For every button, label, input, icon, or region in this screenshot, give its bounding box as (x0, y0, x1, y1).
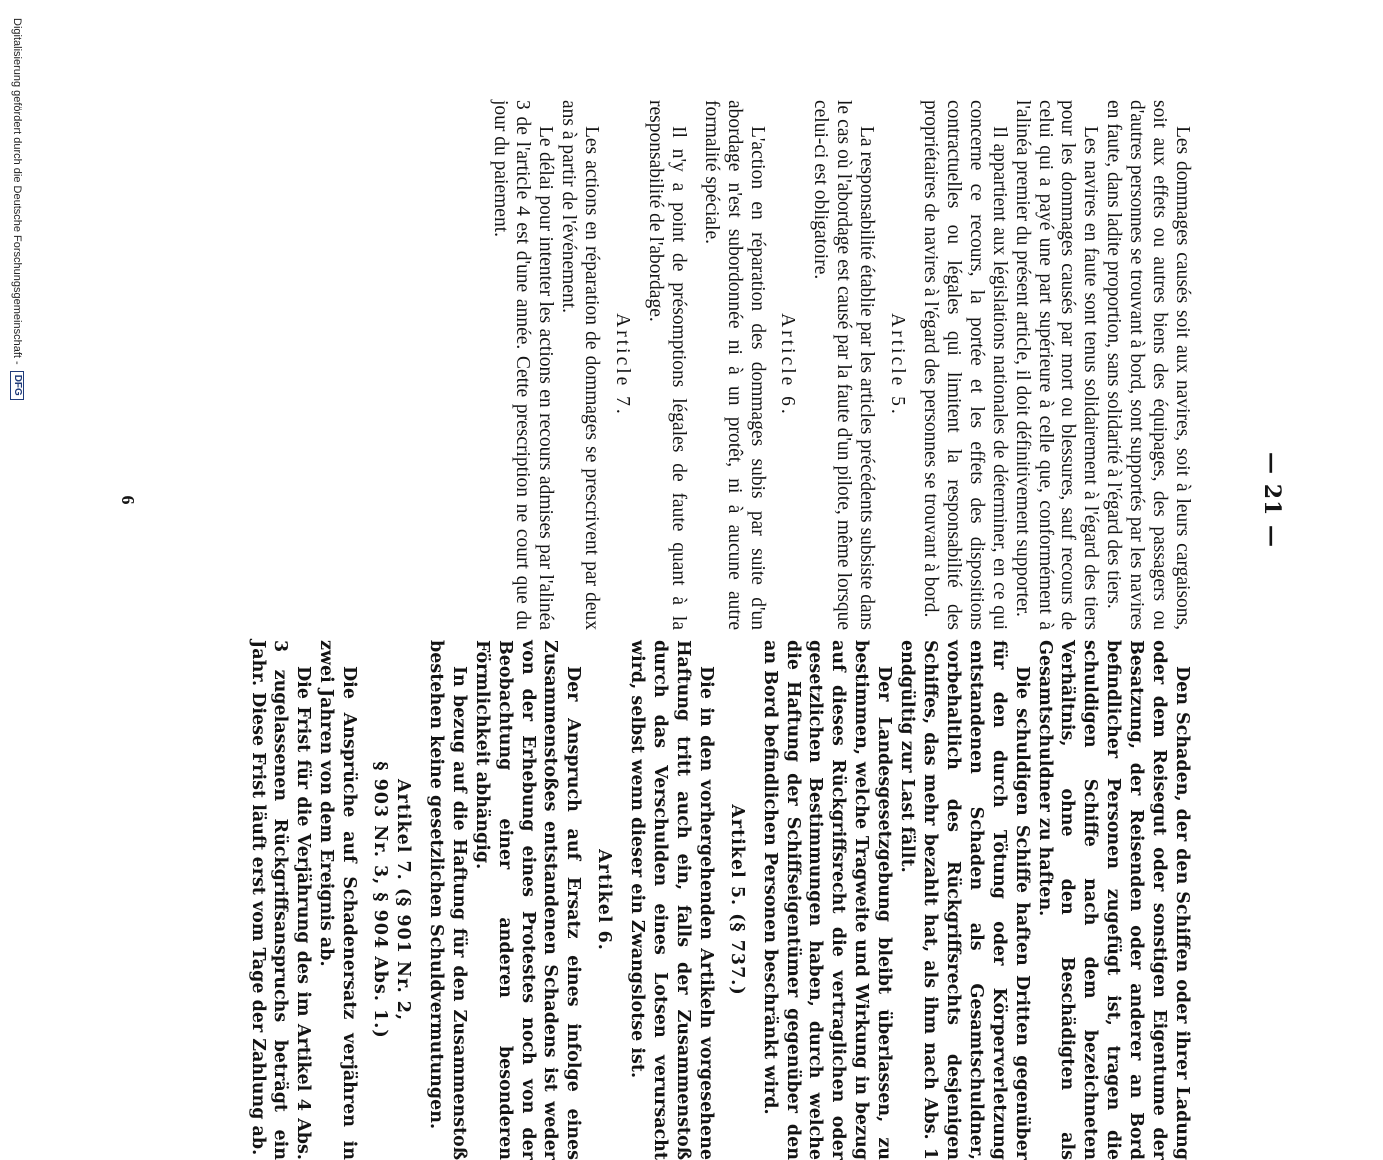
de-paragraph: Die schuldigen Schiffe haften Dritten gegenüber für den durch Tötung oder Körperverletzung entstandenen Schaden als Gesamtschuldner, vorbehaltlich des Rückgriffsrechts desjenigen Schiffes, das mehr bezahlt hat, als ihm nach Abs. 1 endgültig zur Last fällt. (897, 640, 1032, 1160)
de-paragraph: Der Anspruch auf Ersatz eines infolge eines Zusammenstoßes entstandenen Schadens ist weder von der Erhebung eines Protestes noch von der Beobachtung einer anderen besonderen Förmlichkeit abhängig. (471, 640, 584, 1160)
spacer (689, 100, 699, 630)
de-paragraph: Die Ansprüche auf Schadenersatz verjähren in zwei Jahren von dem Ereignis ab. (316, 640, 360, 1160)
dfg-logo: DFG (10, 371, 24, 400)
fr-paragraph: Les actions en réparation de dommages se prescrivent par deux ans à partir de l'événement. (558, 100, 603, 630)
sheet-signature: 6 (118, 495, 138, 505)
de-article-7-heading: Artikel 7. (§ 901 Nr. 2, (393, 778, 413, 1022)
fr-article-7-heading: Article 7. (612, 313, 634, 417)
fr-paragraph: Il n'y a point de présomptions légales de faute quant à la responsabilité de l'abordage. (644, 100, 689, 630)
fr-paragraph: Les navires en faute sont tenus solidairement à l'égard des tiers pour les dommages causés par mort ou blessures, sauf recours de celui qui a payé une part supérieure à celle que, conformément à l'alinéa premier du présent article, il doit définitivement supporter. (1011, 100, 1102, 630)
de-paragraph: Die in den vorhergehenden Artikeln vorgesehene Haftung tritt auch ein, falls der Zusammenstoß durch das Verschulden eines Lotsen verursacht wird, selbst wenn dieser ein Zwangslotse ist. (627, 640, 716, 1160)
de-article-5-heading: Artikel 5. (§ 737.) (726, 804, 747, 996)
fr-paragraph: Les dommages causés soit aux navires, soit à leurs cargaisons, soit aux effets ou autres biens des équipages, des passagers ou d'autres personnes se trouvant à bord, sont supportés par les navires en faute, dans ladite proportion, sans solidarité à l'égard des tiers. (1103, 100, 1193, 630)
fr-article-5-heading: Article 5. (887, 313, 909, 417)
french-column (488, 100, 1193, 630)
fr-paragraph: L'action en réparation des dommages subis par suite d'un abordage n'est subordonnée ni à un protêt, ni à aucune autre formalité spéciale. (700, 100, 768, 630)
fr-paragraph: La responsabilité établie par les articles précédents subsiste dans le cas où l'abordage est causé par la faute d'un pilote, même lorsque celui-ci est obligatoire. (810, 100, 878, 630)
de-paragraph: Der Landesgesetzgebung bleibt überlassen, zu bestimmen, welche Tragweite und Wirkung in bezug auf dieses Rückgriffsrecht die vertraglichen oder gesetzlichen Bestimmungen haben, durch welche die Haftung der Schiffseigentümer gegenüber den an Bord befindlichen Personen beschränkt wird. (759, 640, 895, 1160)
fr-paragraph: Le délai pour intenter les actions en recours admises par l'alinéa 3 de l'article 4 est d'une année. Cette prescription ne court que du jour du paiement. (489, 100, 557, 630)
de-article-6-heading: Artikel 6. (594, 849, 615, 951)
digitization-credit (10, 18, 24, 1018)
de-paragraph: In bezug auf die Haftung für den Zusammenstoß bestehen keine gesetzlichen Schuldvermutungen. (425, 640, 469, 1160)
fr-article-6-heading: Article 6. (777, 313, 799, 417)
de-article-7-subheading: § 903 Nr. 3, § 904 Abs. 1.) (370, 761, 391, 1039)
fr-paragraph: Il appartient aux législations nationales de déterminer, en ce qui concerne ce recours, la portée et les effets des dispositions contractuelles ou légales qui limitent la responsabilité des propriétaires de navires à l'égard des personnes se trouvant à bord. (920, 100, 1010, 630)
de-paragraph: Den Schaden, der den Schiffen oder ihrer Ladung oder dem Reisegut oder sonstigen Eigentume der Besatzung, der Reisenden oder anderer an Bord befindlicher Personen zugefügt ist, tragen die schuldigen Schiffe nach dem bezeichneten Verhältnis, ohne den Beschädigten als Gesamtschuldner zu haften. (1034, 640, 1192, 1160)
credit-text: Digitalisierung gefördert durch die Deutsche Forschungsgemeinschaft - (11, 18, 23, 365)
german-column (246, 640, 1193, 1160)
page-number: — 21 — (1259, 452, 1285, 548)
de-paragraph: Die Frist für die Verjährung des im Artikel 4 Abs. 3 zugelassenen Rückgriffsanspruchs beträgt ein Jahr. Diese Frist läuft erst vom Tage der Zahlung ab. (247, 640, 314, 1160)
